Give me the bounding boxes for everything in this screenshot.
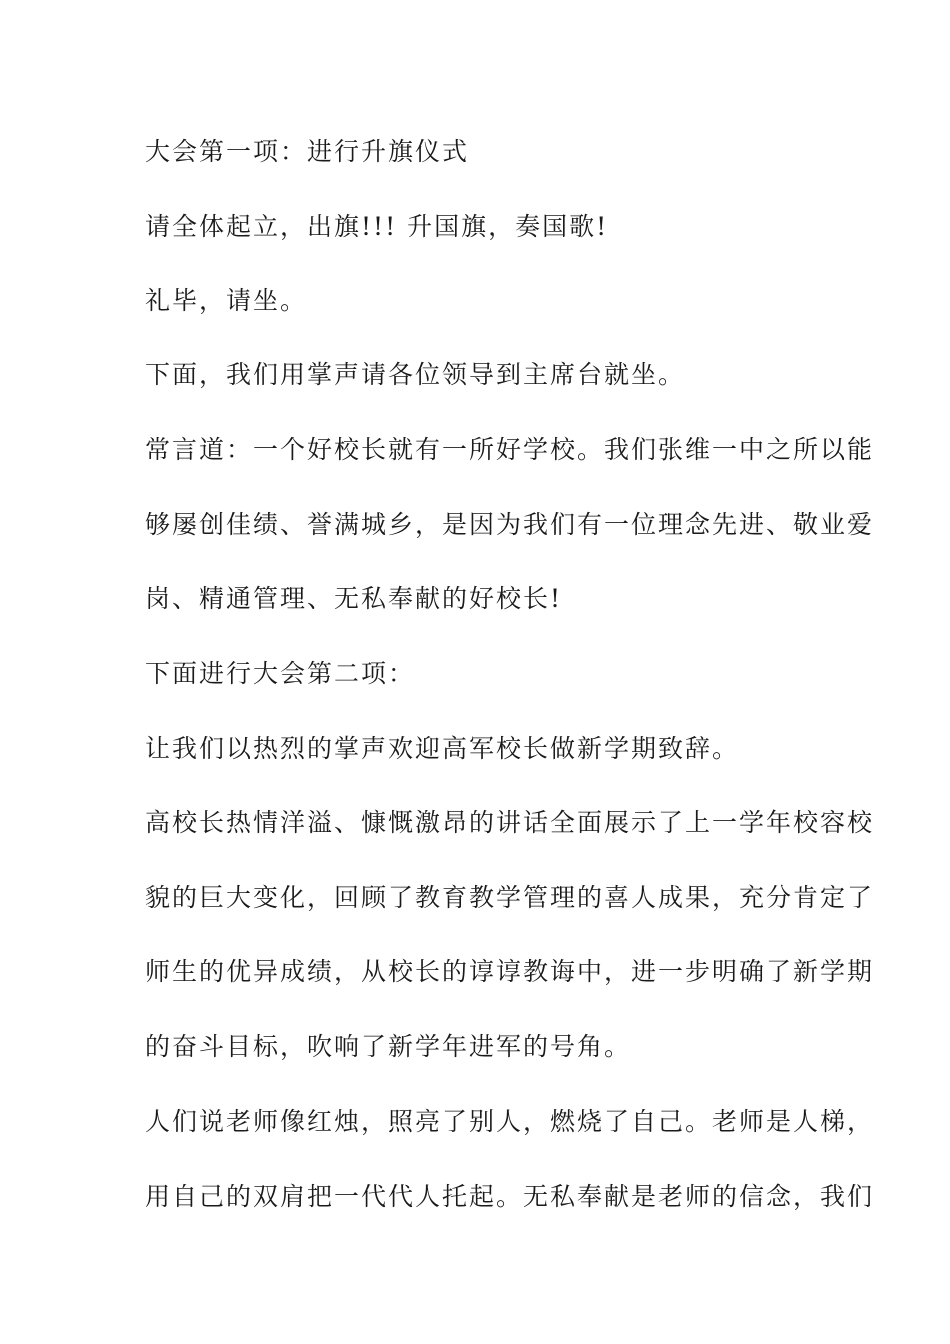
text-line: 岗、精通管理、无私奉献的好校长!: [145, 584, 563, 613]
text-line: 貌的巨大变化，回顾了教育教学管理的喜人成果，充分肯定了: [145, 883, 875, 912]
text-line: 下面，我们用掌声请各位领导到主席台就坐。: [145, 360, 686, 389]
text-line: 请全体起立，出旗!!! 升国旗，奏国歌!: [145, 212, 609, 241]
text-line: 高校长热情洋溢、慷慨激昂的讲话全面展示了上一学年校容校: [145, 808, 875, 837]
text-line: 常言道：一个好校长就有一所好学校。我们张维一中之所以能: [145, 435, 875, 464]
text-line: 人们说老师像红烛，照亮了别人，燃烧了自己。老师是人梯，: [145, 1107, 875, 1136]
text-line: 用自己的双肩把一代代人托起。无私奉献是老师的信念，我们: [145, 1182, 875, 1211]
text-line: 的奋斗目标，吹响了新学年进军的号角。: [145, 1032, 632, 1061]
text-line: 让我们以热烈的掌声欢迎高军校长做新学期致辞。: [145, 734, 740, 763]
text-line: 下面进行大会第二项：: [145, 659, 416, 688]
text-line: 师生的优异成绩，从校长的谆谆教诲中，进一步明确了新学期: [145, 957, 875, 986]
text-line: 大会第一项：进行升旗仪式: [145, 137, 470, 166]
text-line: 礼毕，请坐。: [145, 286, 308, 315]
text-line: 够屡创佳绩、誉满城乡，是因为我们有一位理念先进、敬业爱: [145, 510, 875, 539]
